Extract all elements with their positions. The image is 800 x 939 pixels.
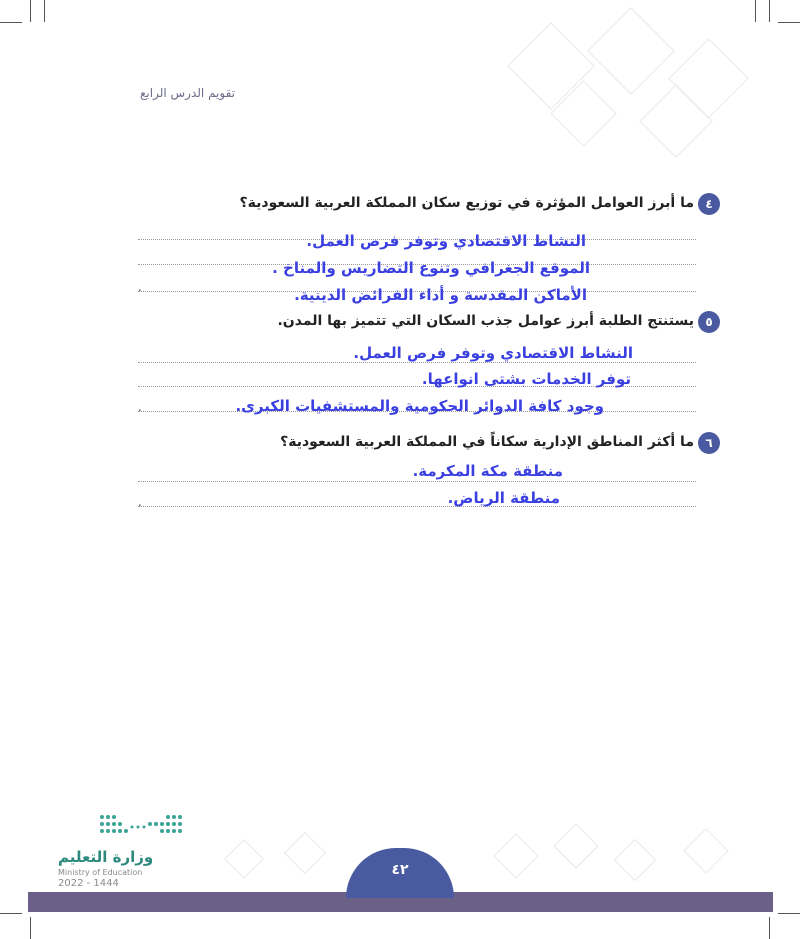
crop-mark: [778, 22, 800, 23]
decorative-diamond: [224, 839, 264, 879]
crop-mark: [30, 917, 31, 939]
decorative-diamond: [284, 832, 326, 874]
page-number: ٤٢: [391, 862, 409, 878]
answer-text: وجود كافة الدوائر الحكومية والمستشفيات الكبرى.: [235, 397, 604, 415]
crop-mark: [0, 22, 22, 23]
decorative-diamond: [614, 839, 656, 881]
crop-mark: [769, 917, 770, 939]
decorative-diamond: [553, 823, 598, 868]
crop-mark: [44, 0, 45, 22]
answer-text: الأماكن المقدسة و أداء الفرائض الدينية.: [294, 286, 587, 304]
question-text: ما أبرز العوامل المؤثرة في توزيع سكان المملكة العربية السعودية؟: [239, 195, 694, 211]
crop-mark: [769, 0, 770, 22]
ministry-logo-icon: [98, 813, 188, 839]
question-number-badge: ٥: [698, 311, 720, 333]
ministry-logo-year: 2022 - 1444: [58, 878, 119, 889]
question-text: يستنتج الطلبة أبرز عوامل جذب السكان التي تتميز بها المدن.: [277, 313, 694, 329]
decorative-diamond: [587, 7, 675, 95]
crop-mark: [30, 0, 31, 22]
answer-line: [138, 481, 696, 482]
page-title: تقويم الدرس الرابع: [140, 86, 235, 100]
question-number-badge: ٦: [698, 432, 720, 454]
line-end-dot: .: [138, 400, 142, 414]
crop-mark: [755, 0, 756, 22]
answer-line: [138, 506, 696, 507]
ministry-logo-arabic: وزارة التعليم: [58, 848, 154, 866]
crop-mark: [778, 913, 800, 914]
question-number-badge: ٤: [698, 193, 720, 215]
ministry-logo-english: Ministry of Education: [58, 868, 143, 877]
decorative-diamond: [493, 833, 538, 878]
crop-mark: [0, 913, 22, 914]
line-end-dot: .: [138, 280, 142, 294]
answer-text: منطقة مكة المكرمة.: [412, 462, 563, 480]
answer-text: النشاط الاقتصادي وتوفر فرص العمل.: [306, 232, 586, 250]
answer-text: الموقع الجغرافي وتنوع التضاريس والمناخ .: [272, 259, 590, 277]
answer-text: منطقة الرياض.: [447, 489, 560, 507]
decorative-diamond: [683, 828, 728, 873]
answer-text: توفر الخدمات بشتى انواعها.: [421, 370, 631, 388]
line-end-dot: .: [138, 495, 142, 509]
answer-line: [138, 362, 696, 363]
question-text: ما أكثر المناطق الإدارية سكاناً في المملكة العربية السعودية؟: [280, 434, 694, 450]
answer-text: النشاط الاقتصادي وتوفر فرص العمل.: [353, 344, 633, 362]
